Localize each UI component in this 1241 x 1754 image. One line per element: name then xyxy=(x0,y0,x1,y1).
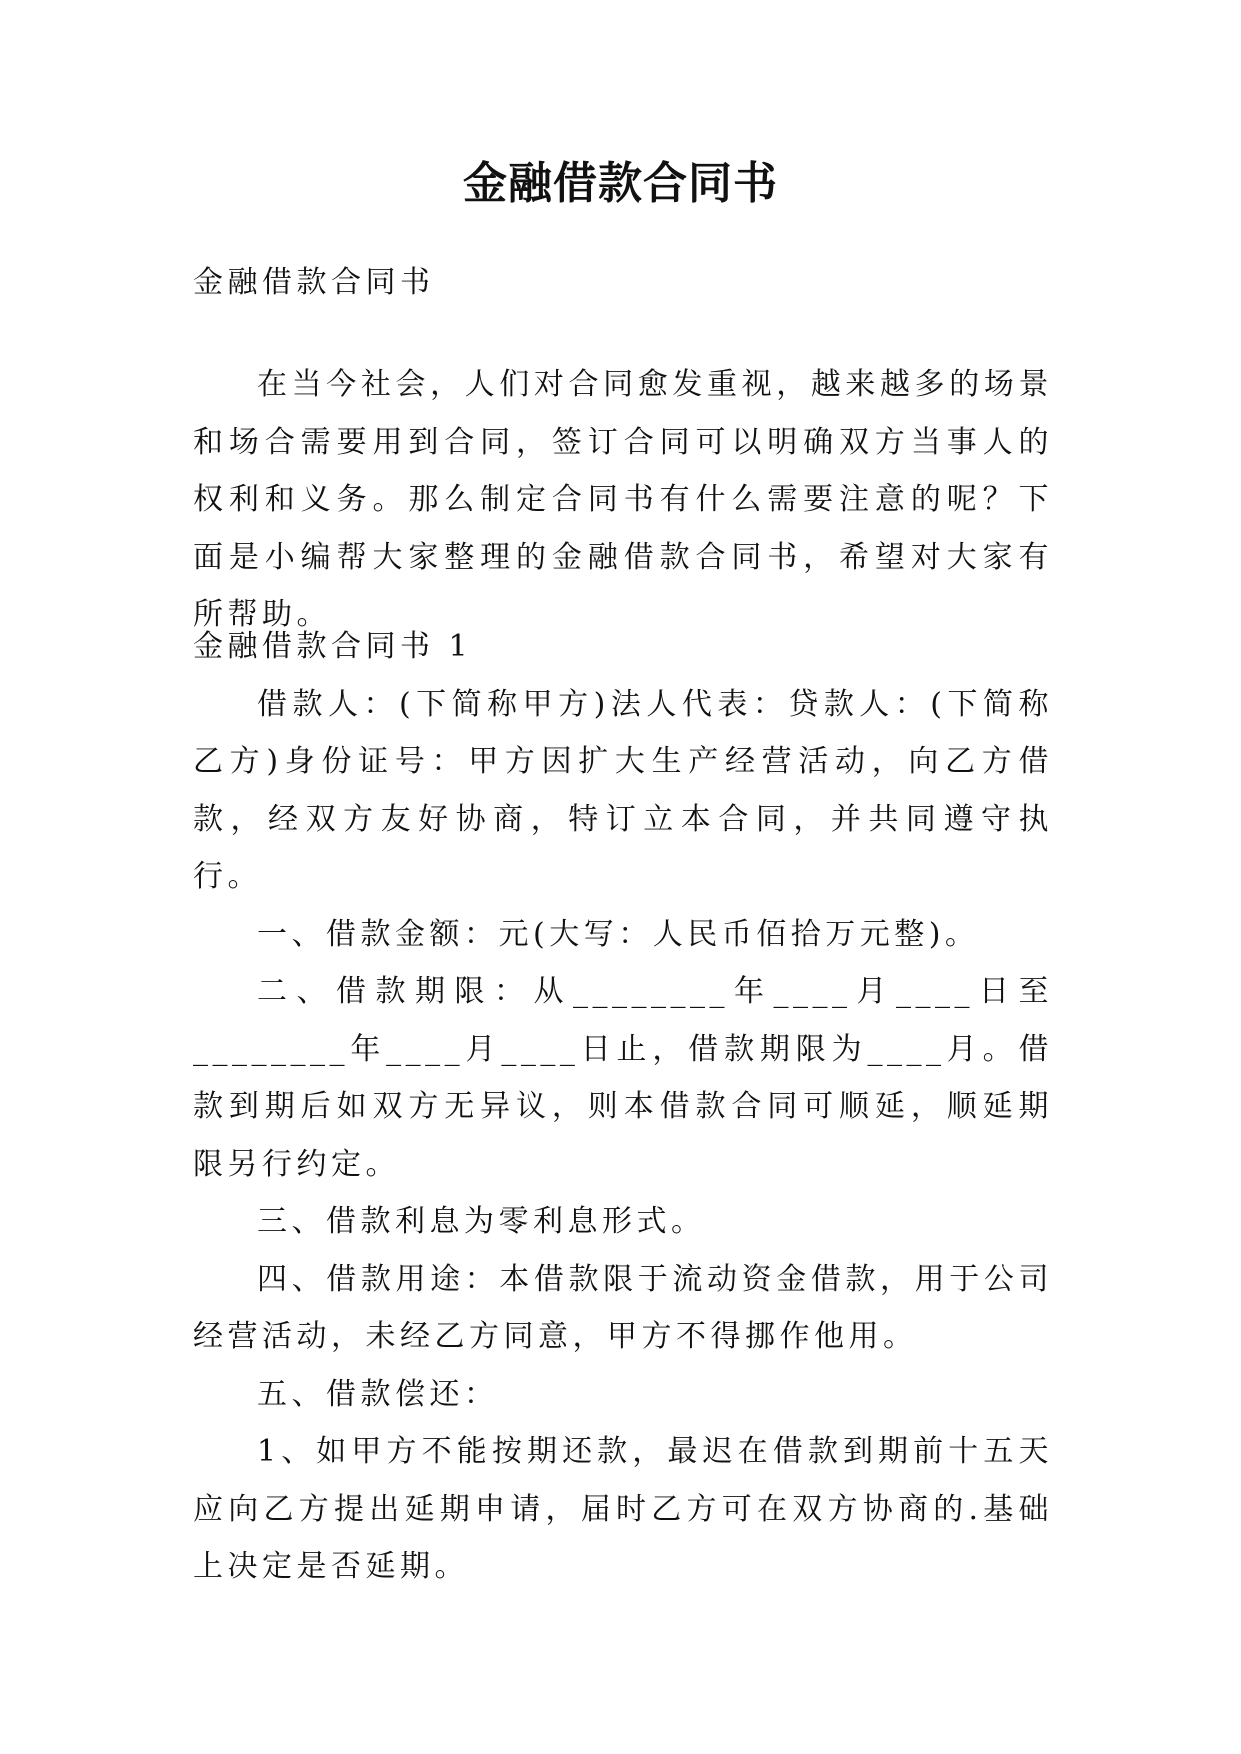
clause-amount: 一、借款金额：元(大写：人民币佰拾万元整)。 xyxy=(257,916,980,952)
subtitle-text: 金融借款合同书 xyxy=(193,265,435,300)
clause-term: 二、借款期限：从________年____月____日至________年____月____日止，借款期限为____月。借款到期后如双方无异议，则本借款合同可顺延，顺延期限另行约定。 xyxy=(193,974,1053,1182)
clause-purpose: 四、借款用途：本借款限于流动资金借款，用于公司经营活动，未经乙方同意，甲方不得挪作他用。 xyxy=(193,1261,1053,1354)
document-subtitle xyxy=(193,254,1053,312)
section-heading: 金融借款合同书 1 xyxy=(193,629,473,664)
clause-interest: 三、借款利息为零利息形式。 xyxy=(257,1204,706,1239)
clause-repayment-item-1: 1、如甲方不能按期还款，最迟在借款到期前十五天应向乙方提出延期申请，届时乙方可在双方协商的.基础上决定是否延期。 xyxy=(193,1434,1053,1584)
parties-paragraph: 借款人：(下简称甲方)法人代表：贷款人：(下简称乙方)身份证号：甲方因扩大生产经营活动，向乙方借款，经双方友好协商，特订立本合同，并共同遵守执行。 xyxy=(193,686,1053,894)
clause-repayment: 五、借款偿还： xyxy=(257,1376,499,1412)
section-1 xyxy=(193,618,1053,1596)
intro-text: 在当今社会，人们对合同愈发重视，越来越多的场景和场合需要用到合同，签订合同可以明确双方当事人的权利和义务。那么制定合同书有什么需要注意的呢？下面是小编帮大家整理的金融借款合同书，希望对大家有所帮助。 xyxy=(193,367,1053,632)
document-title: 金融借款合同书 xyxy=(463,158,778,209)
intro-paragraph xyxy=(193,356,1053,644)
